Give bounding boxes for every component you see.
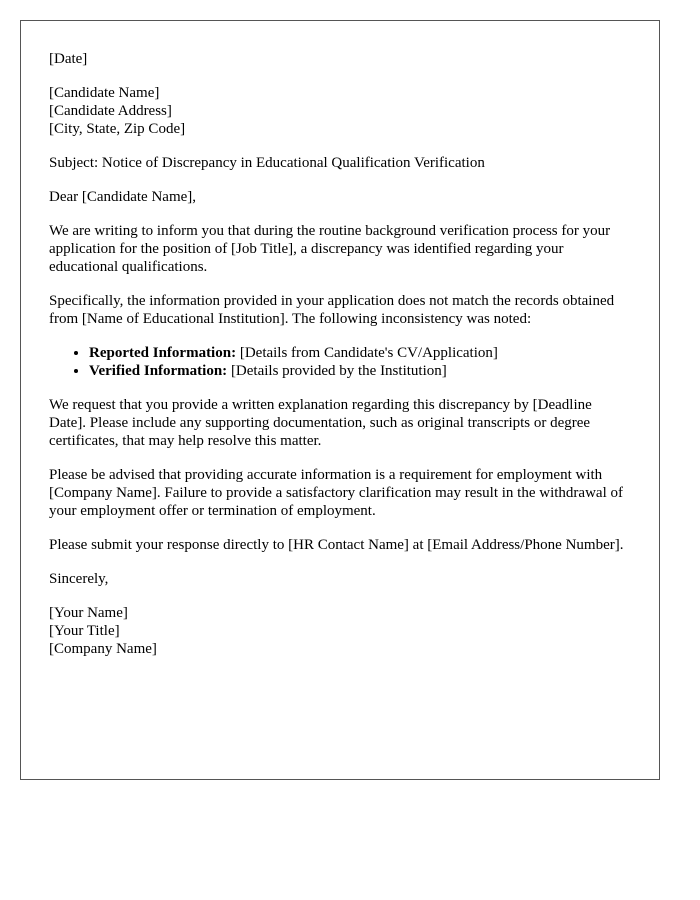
paragraph-intro: We are writing to inform you that during the routine background verification process for your application for the position of [Job Title], a discrepancy was identified regarding your educational qualifications.: [49, 223, 611, 275]
signature-company: [Company Name]: [49, 641, 157, 657]
signature-block: [49, 604, 631, 658]
inconsistency-value: [Details from Candidate's CV/Application]: [236, 345, 498, 361]
letter-salutation: Dear [Candidate Name],: [49, 189, 197, 205]
inconsistency-label: Verified Information:: [89, 363, 228, 379]
signature-title: [Your Title]: [49, 623, 120, 639]
letter-page: [20, 20, 660, 780]
paragraph-specifics: Specifically, the information provided in your application does not match the records obtained from [Name of Educational Institution]. The following inconsistency was noted:: [49, 293, 615, 327]
recipient-name: [Candidate Name]: [49, 85, 160, 101]
signature-name: [Your Name]: [49, 605, 128, 621]
list-item: [89, 362, 631, 380]
inconsistency-list: [49, 344, 631, 380]
letter-subject: Subject: Notice of Discrepancy in Educational Qualification Verification: [49, 155, 485, 171]
paragraph-submit: Please submit your response directly to [HR Contact Name] at [Email Address/Phone Number].: [49, 537, 624, 553]
paragraph-request: We request that you provide a written explanation regarding this discrepancy by [Deadline Date]. Please include any supporting documentation, such as original transcripts or degree certificates, that may help resolve this matter.: [49, 397, 592, 449]
recipient-city-state-zip: [City, State, Zip Code]: [49, 121, 186, 137]
paragraph-advisory: Please be advised that providing accurate information is a requirement for employment with [Company Name]. Failure to provide a satisfactory clarification may result in the withdrawal of your employment offer or termination of employment.: [49, 467, 623, 519]
inconsistency-label: Reported Information:: [89, 345, 237, 361]
recipient-address: [Candidate Address]: [49, 103, 172, 119]
letter-closing: Sincerely,: [49, 571, 109, 587]
inconsistency-value: [Details provided by the Institution]: [227, 363, 447, 379]
list-item: [89, 344, 631, 362]
recipient-address-block: [49, 84, 631, 138]
letter-date: [Date]: [49, 51, 88, 67]
